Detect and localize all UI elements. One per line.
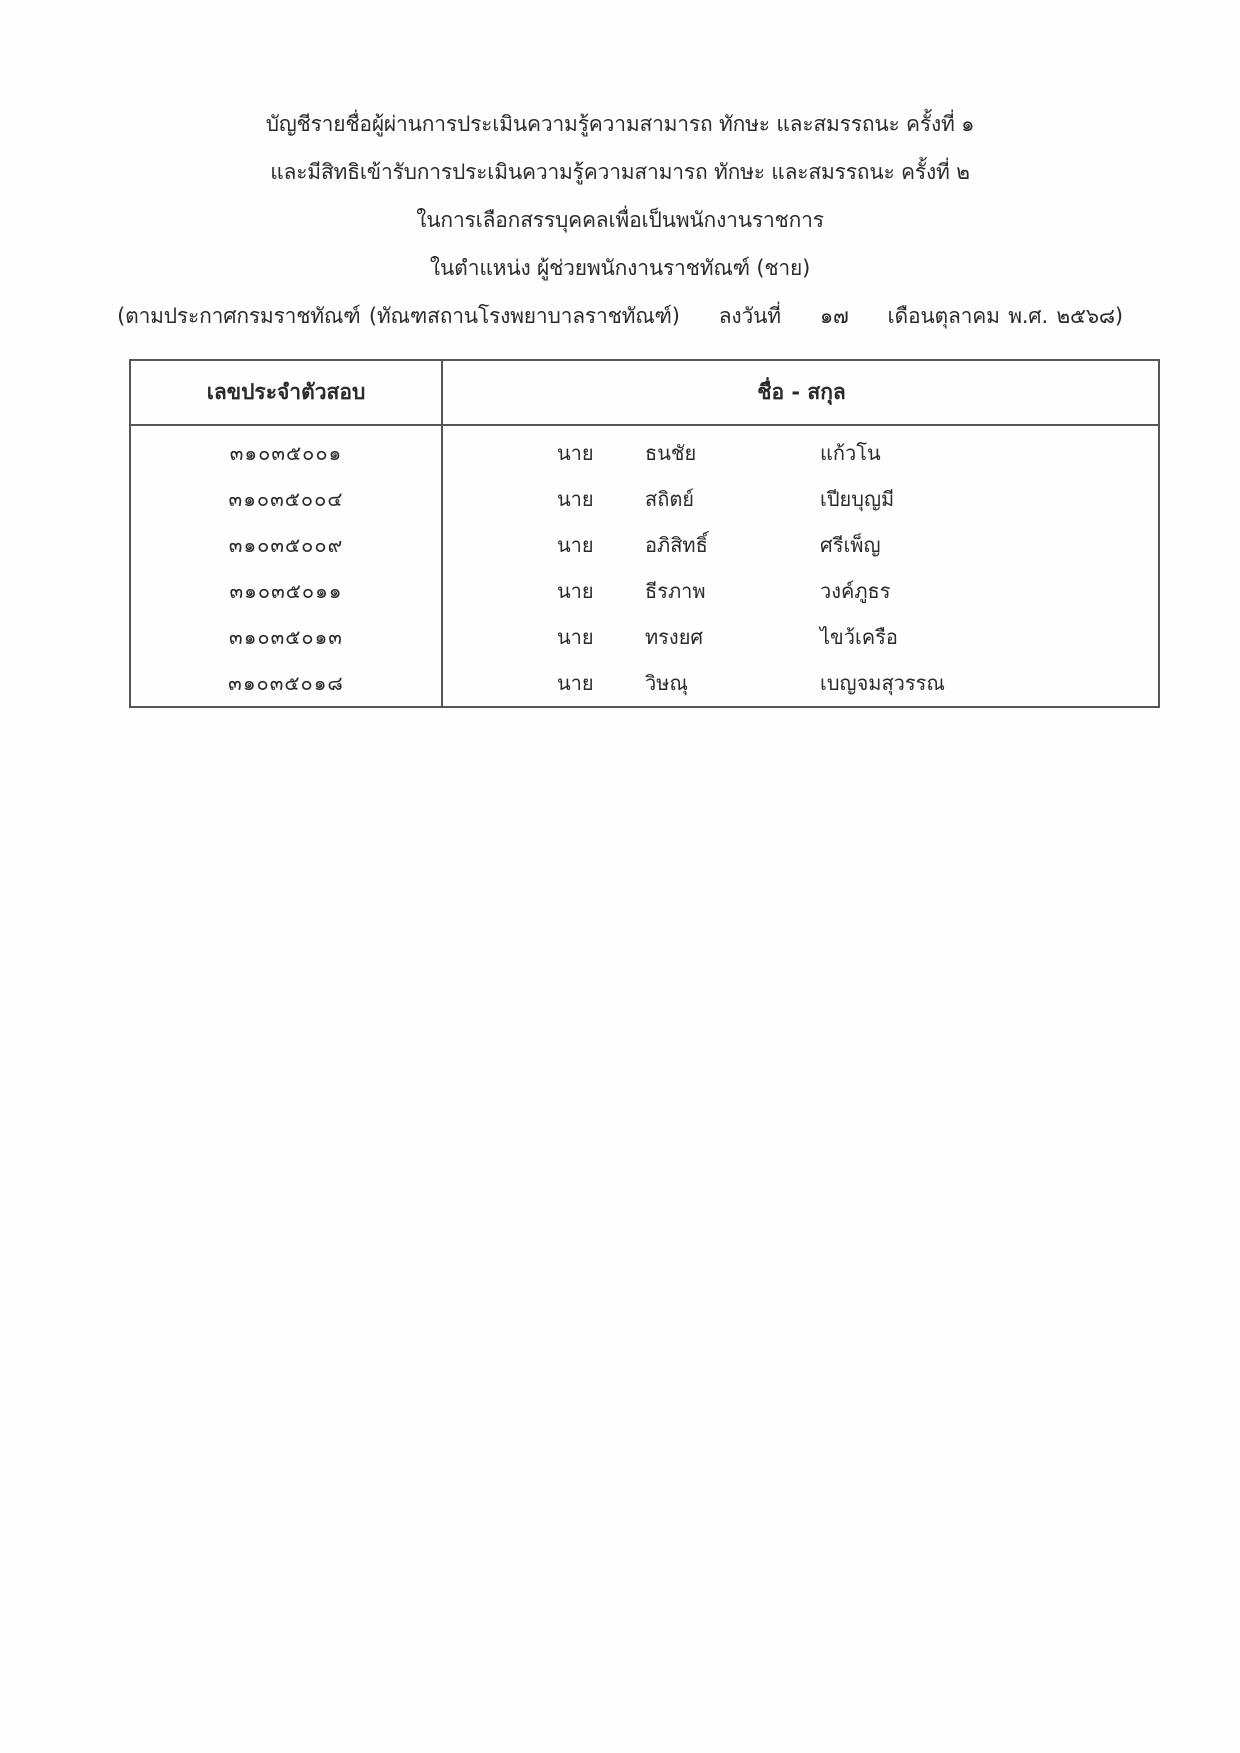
first-name-cell: ธีรภาพ bbox=[645, 579, 706, 603]
exam-id-cell: ๓๑๐๓๕๐๐๙ bbox=[228, 533, 344, 557]
name-prefix-cell: นาย bbox=[557, 487, 594, 511]
title-line-2: และมีสิทธิเข้ารับการประเมินความรู้ความสามารถ ทักษะ และสมรรถนะ ครั้งที่ ๒ bbox=[270, 160, 970, 184]
table-row bbox=[131, 476, 1158, 522]
first-name-cell: อภิสิทธิ์ bbox=[645, 533, 708, 557]
exam-id-cell: ๓๑๐๓๕๐๐๑ bbox=[229, 441, 343, 465]
name-prefix-cell: นาย bbox=[557, 579, 594, 603]
title-line-1: บัญชีรายชื่อผู้ผ่านการประเมินความรู้ความสามารถ ทักษะ และสมรรถนะ ครั้งที่ ๑ bbox=[265, 112, 975, 136]
announcement-dated-label: ลงวันที่ bbox=[718, 304, 781, 328]
exam-id-cell: ๓๑๐๓๕๐๑๑ bbox=[229, 579, 343, 603]
announcement-reference bbox=[0, 292, 1240, 340]
table-row bbox=[131, 614, 1158, 660]
exam-id-cell: ๓๑๐๓๕๐๑๘ bbox=[228, 671, 344, 695]
last-name-cell: เบญจมสุวรรณ bbox=[820, 671, 945, 695]
title-line-3: ในการเลือกสรรบุคคลเพื่อเป็นพนักงานราชการ bbox=[416, 208, 824, 232]
last-name-cell: แก้วโน bbox=[820, 441, 881, 465]
first-name-cell: ทรงยศ bbox=[645, 625, 704, 649]
document-title-block bbox=[0, 100, 1240, 340]
last-name-cell: เปียบุญมี bbox=[820, 487, 895, 511]
title-line-4: ในตำแหน่ง ผู้ช่วยพนักงานราชทัณฑ์ (ชาย) bbox=[429, 256, 811, 280]
announcement-source: (ตามประกาศกรมราชทัณฑ์ (ทัณฑสถานโรงพยาบาลราชทัณฑ์) bbox=[117, 304, 680, 328]
table-row bbox=[131, 568, 1158, 614]
first-name-cell: ธนชัย bbox=[645, 441, 697, 465]
header-full-name: ชื่อ - สกุล bbox=[757, 380, 846, 404]
table-header bbox=[131, 361, 1158, 426]
name-prefix-cell: นาย bbox=[557, 533, 594, 557]
table-row bbox=[131, 430, 1158, 476]
last-name-cell: วงค์ภูธร bbox=[820, 579, 891, 603]
name-prefix-cell: นาย bbox=[557, 441, 594, 465]
announcement-month-year: เดือนตุลาคม พ.ศ. ๒๕๖๘) bbox=[887, 304, 1123, 328]
table-row bbox=[131, 522, 1158, 568]
last-name-cell: ไขว้เครือ bbox=[820, 625, 898, 649]
table-row bbox=[131, 660, 1158, 706]
first-name-cell: วิษณุ bbox=[645, 671, 688, 695]
header-exam-id: เลขประจำตัวสอบ bbox=[206, 380, 366, 404]
candidates-table bbox=[129, 359, 1160, 708]
last-name-cell: ศรีเพ็ญ bbox=[820, 533, 881, 557]
exam-id-cell: ๓๑๐๓๕๐๑๓ bbox=[229, 625, 343, 649]
name-prefix-cell: นาย bbox=[557, 671, 594, 695]
name-prefix-cell: นาย bbox=[557, 625, 594, 649]
announcement-day: ๑๗ bbox=[819, 304, 849, 328]
first-name-cell: สถิตย์ bbox=[645, 487, 695, 511]
exam-id-cell: ๓๑๐๓๕๐๐๔ bbox=[228, 487, 344, 511]
